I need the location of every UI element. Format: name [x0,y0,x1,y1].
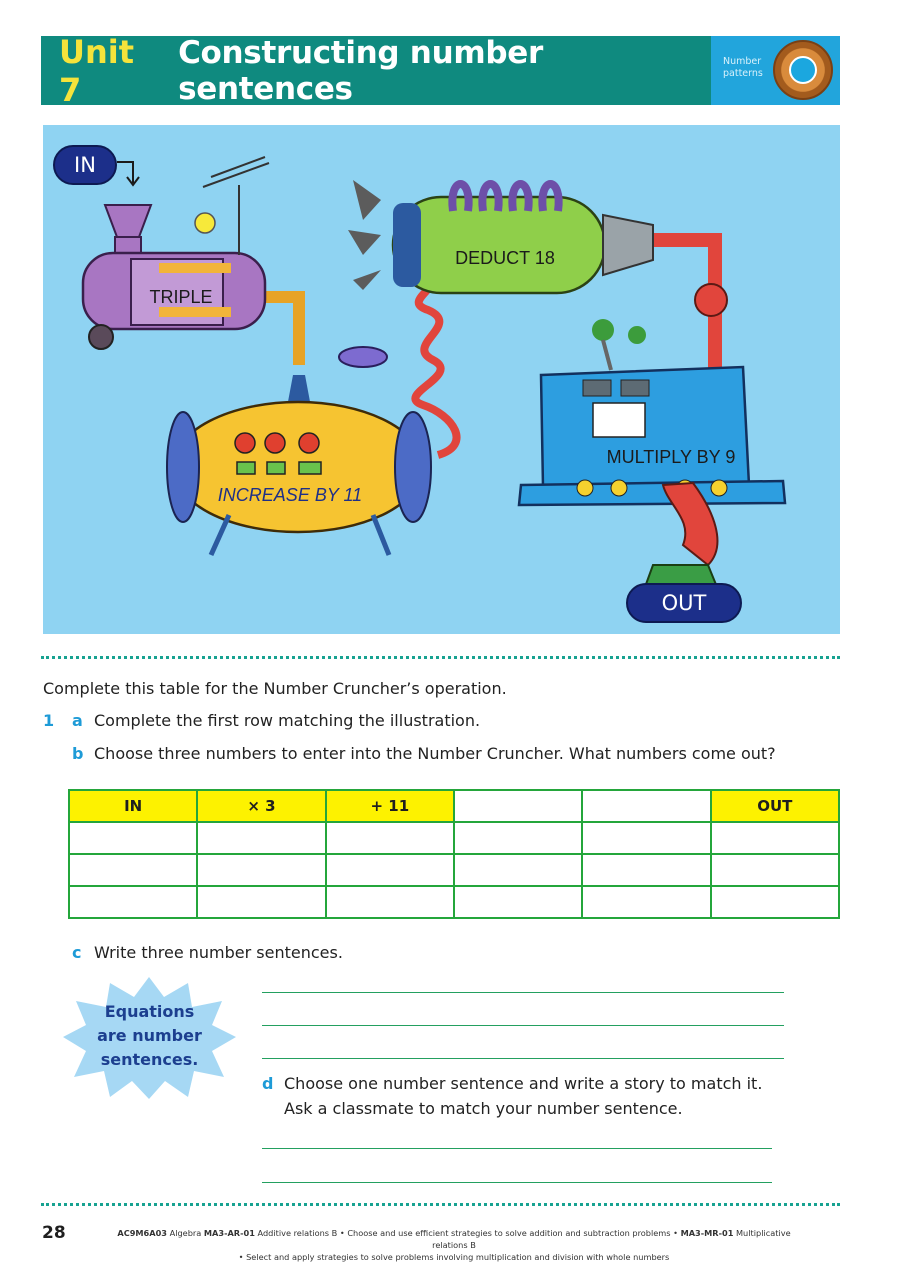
divider-top [41,656,840,659]
answer-line-c-1[interactable] [262,992,784,993]
part-d-line-2: Ask a classmate to match your number sentence. [284,1099,683,1118]
table-row [69,822,839,854]
deduct-machine [348,180,653,293]
footer-text-2: Additive relations B • Choose and use efficient strategies to solve addition and subtraction problems • [254,1228,681,1238]
table-cell[interactable] [326,886,454,918]
callout-text [62,1000,237,1072]
table-cell[interactable] [454,886,582,918]
table-cell[interactable] [326,822,454,854]
machine-label-deduct: DEDUCT 18 [455,248,555,268]
footer-text-1: Algebra [166,1228,204,1238]
table-cell[interactable] [197,822,325,854]
out-label: OUT [626,583,742,623]
part-d-letter: d [262,1074,274,1093]
increase-machine [167,347,431,555]
part-c-letter: c [72,943,82,962]
triple-machine [83,157,269,349]
part-b-letter: b [72,744,84,763]
table-cell[interactable] [711,854,839,886]
answer-line-c-3[interactable] [262,1058,784,1059]
answer-line-d-1[interactable] [262,1148,772,1149]
table-cell[interactable] [197,886,325,918]
number-cruncher-illustration [43,125,840,634]
footer-code-2: MA3-AR-01 [203,1228,255,1238]
header-blank-2[interactable] [582,790,710,822]
in-label: IN [53,145,117,185]
intro-text: Complete this table for the Number Cruncher’s operation. [43,679,507,698]
unit-number: Unit 7 [59,32,135,109]
table-cell[interactable] [197,854,325,886]
table-cell[interactable] [582,886,710,918]
part-c-text: Write three number sentences. [94,943,343,962]
part-b-text: Choose three numbers to enter into the Number Cruncher. What numbers come out? [94,744,776,763]
machine-label-multiply: MULTIPLY BY 9 [606,447,736,467]
footer-text-3: Multiplicative relations B [432,1228,791,1250]
part-d-line-1: Choose one number sentence and write a story to match it. [284,1074,763,1093]
answer-line-d-2[interactable] [262,1182,772,1183]
divider-bottom [41,1203,840,1206]
table-cell[interactable] [454,854,582,886]
header-plus-11: + 11 [326,790,454,822]
table-cell[interactable] [711,822,839,854]
machine-label-increase: INCREASE BY 11 [217,485,363,505]
number-cruncher-table [68,789,840,919]
table-row [69,886,839,918]
callout-line-3: sentences. [100,1050,199,1069]
callout-line-2: are number [97,1026,202,1045]
table-cell[interactable] [582,854,710,886]
header-blank-1[interactable] [454,790,582,822]
strand-badge-icon [773,40,833,100]
footer-line-2: • Select and apply strategies to solve problems involving multiplication and division with whole numbers [238,1252,670,1262]
question-number: 1 [43,711,55,730]
table-row [69,854,839,886]
table-cell[interactable] [711,886,839,918]
header-out: OUT [711,790,839,822]
machine-label-triple: TRIPLE [149,287,213,307]
strand-label: Number patterns [723,56,763,79]
footer-code-1: AC9M6A03 [117,1228,167,1238]
callout-line-1: Equations [104,1002,195,1021]
curriculum-footer [104,1227,804,1263]
table-cell[interactable] [326,854,454,886]
part-a-letter: a [72,711,83,730]
header-in: IN [69,790,197,822]
page-title: Constructing number sentences [178,34,543,107]
table-header-row [69,790,839,822]
part-a-text: Complete the first row matching the illustration. [94,711,481,730]
table-cell[interactable] [582,822,710,854]
table-cell[interactable] [69,854,197,886]
header-times-3: × 3 [197,790,325,822]
footer-code-3: MA3-MR-01 [680,1228,734,1238]
strand-box [711,36,840,105]
unit-header [41,32,711,109]
table-cell[interactable] [454,822,582,854]
machine-drawing [43,125,840,634]
table-cell[interactable] [69,886,197,918]
answer-line-c-2[interactable] [262,1025,784,1026]
table-cell[interactable] [69,822,197,854]
page-number: 28 [42,1223,66,1243]
